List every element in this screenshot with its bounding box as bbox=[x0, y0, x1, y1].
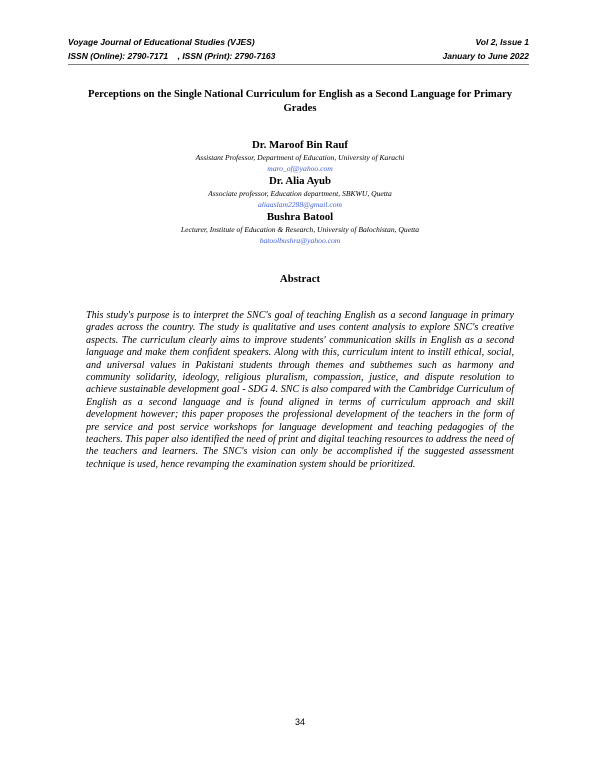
publication-period: January to June 2022 bbox=[442, 51, 529, 61]
author-block bbox=[60, 138, 540, 246]
abstract-text: This study's purpose is to interpret the SNC's goal of teaching English as a second language in primary grades across the country. The study is qualitative and uses content analysis to explore SNC's creative aspects. The curriculum clearly aims to improve students' communication skills in English as a second language and make them confident speakers. Along with this, curriculum intent to instill ethical, social, and universal values in Pakistani students through themes and subthemes such as harmony and community solidarity, ideology, religious pluralism, compassion, justice, and dispute resolution to achieve sustainable development goal - SDG 4. SNC is also compared with the Cambridge Curriculum of English as a second language and is found aligned in terms of curriculum approach and skill development however; this paper proposes the professional development of the teachers in the form of pre service and post service workshops for language development and teaching pedagogies of the teachers. This paper also identified the need of print and digital teaching resources to address the need of the teachers and learners. The SNC's vision can only be accomplished if the suggested assessment technique is used, hence revamping the examination system should be prioritized. bbox=[86, 310, 514, 470]
author-3 bbox=[60, 210, 540, 246]
author-affiliation: Assistant Professor, Department of Education, University of Karachi bbox=[195, 153, 405, 162]
author-email[interactable]: batoolbushra@yahoo.com bbox=[259, 236, 341, 245]
volume-issue: Vol 2, Issue 1 bbox=[475, 37, 529, 47]
author-name: Dr. Alia Ayub bbox=[268, 175, 332, 187]
author-affiliation: Associate professor, Education department, SBKWU, Quetta bbox=[208, 189, 392, 198]
author-affiliation: Lecturer, Institute of Education & Research, University of Balochistan, Quetta bbox=[180, 225, 420, 234]
paper-title: Perceptions on the Single National Curriculum for English as a Second Language for Primary Grades bbox=[87, 89, 513, 114]
author-name: Bushra Batool bbox=[266, 211, 334, 223]
abstract-heading: Abstract bbox=[279, 273, 321, 285]
author-email[interactable]: aliaaslam2288@gmail.com bbox=[258, 200, 342, 209]
issn-line: ISSN (Online): 2790-7171 , ISSN (Print): 2790-7163 bbox=[68, 51, 276, 61]
author-email[interactable]: maro_of@yahoo.com bbox=[267, 164, 333, 173]
author-name: Dr. Maroof Bin Rauf bbox=[252, 139, 348, 151]
author-2 bbox=[60, 174, 540, 210]
author-1 bbox=[60, 138, 540, 174]
page-number: 34 bbox=[294, 717, 305, 727]
header-rule bbox=[68, 64, 529, 65]
journal-name: Voyage Journal of Educational Studies (VJES) bbox=[68, 37, 255, 47]
